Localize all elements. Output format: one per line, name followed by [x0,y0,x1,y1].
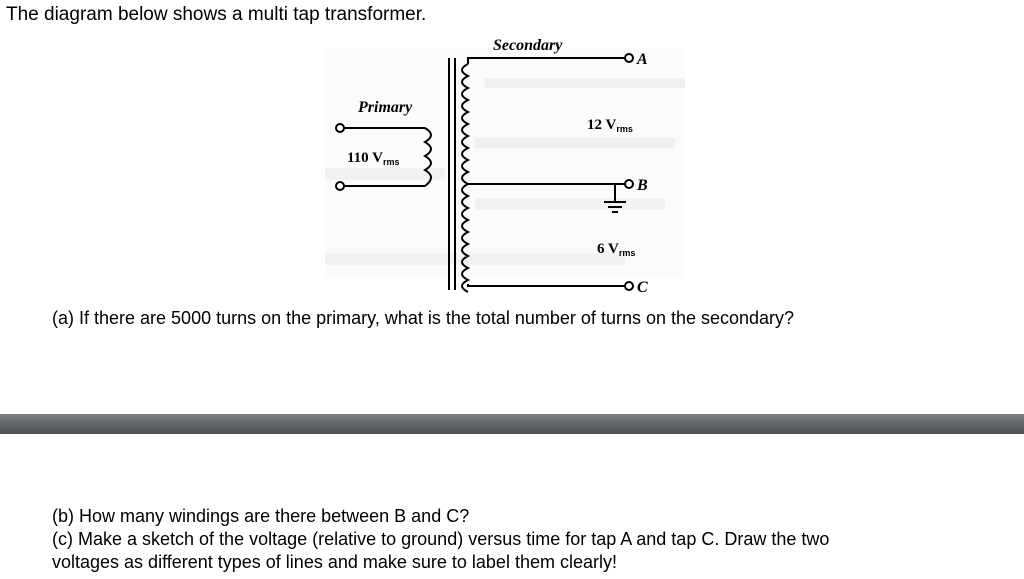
primary-terminal-bottom [336,182,344,190]
question-b: (b) How many windings are there between B and C? [52,506,470,526]
tap-a-label: A [637,51,648,68]
divider-bar [0,414,1024,434]
question-c-line1: (c) Make a sketch of the voltage (relative to ground) versus time for tap A and tap C. Draw the two [52,529,830,549]
question-a: (a) If there are 5000 turns on the primary, what is the total number of turns on the secondary? [52,308,795,328]
tap-a-terminal [625,54,633,62]
tap-b-terminal [625,180,633,188]
transformer-diagram [325,28,685,303]
tap-c-label: C [637,279,648,296]
primary-voltage: 110 $V_{rms}$ [347,150,400,167]
primary-terminal-top [336,124,344,132]
tap-b-label: B [637,177,648,194]
bottom-voltage: 6 $V_{rms}$ [597,241,636,258]
tap-c-terminal [625,282,633,290]
primary-label: Primary [358,99,413,116]
question-c-line2: voltages as different types of lines and make sure to label them clearly! [52,552,617,572]
secondary-label: Secondary [493,37,563,54]
top-voltage: 12 $V_{rms}$ [587,117,633,134]
questions-bc [52,505,829,574]
intro-text: The diagram below shows a multi tap transformer. [6,4,427,25]
